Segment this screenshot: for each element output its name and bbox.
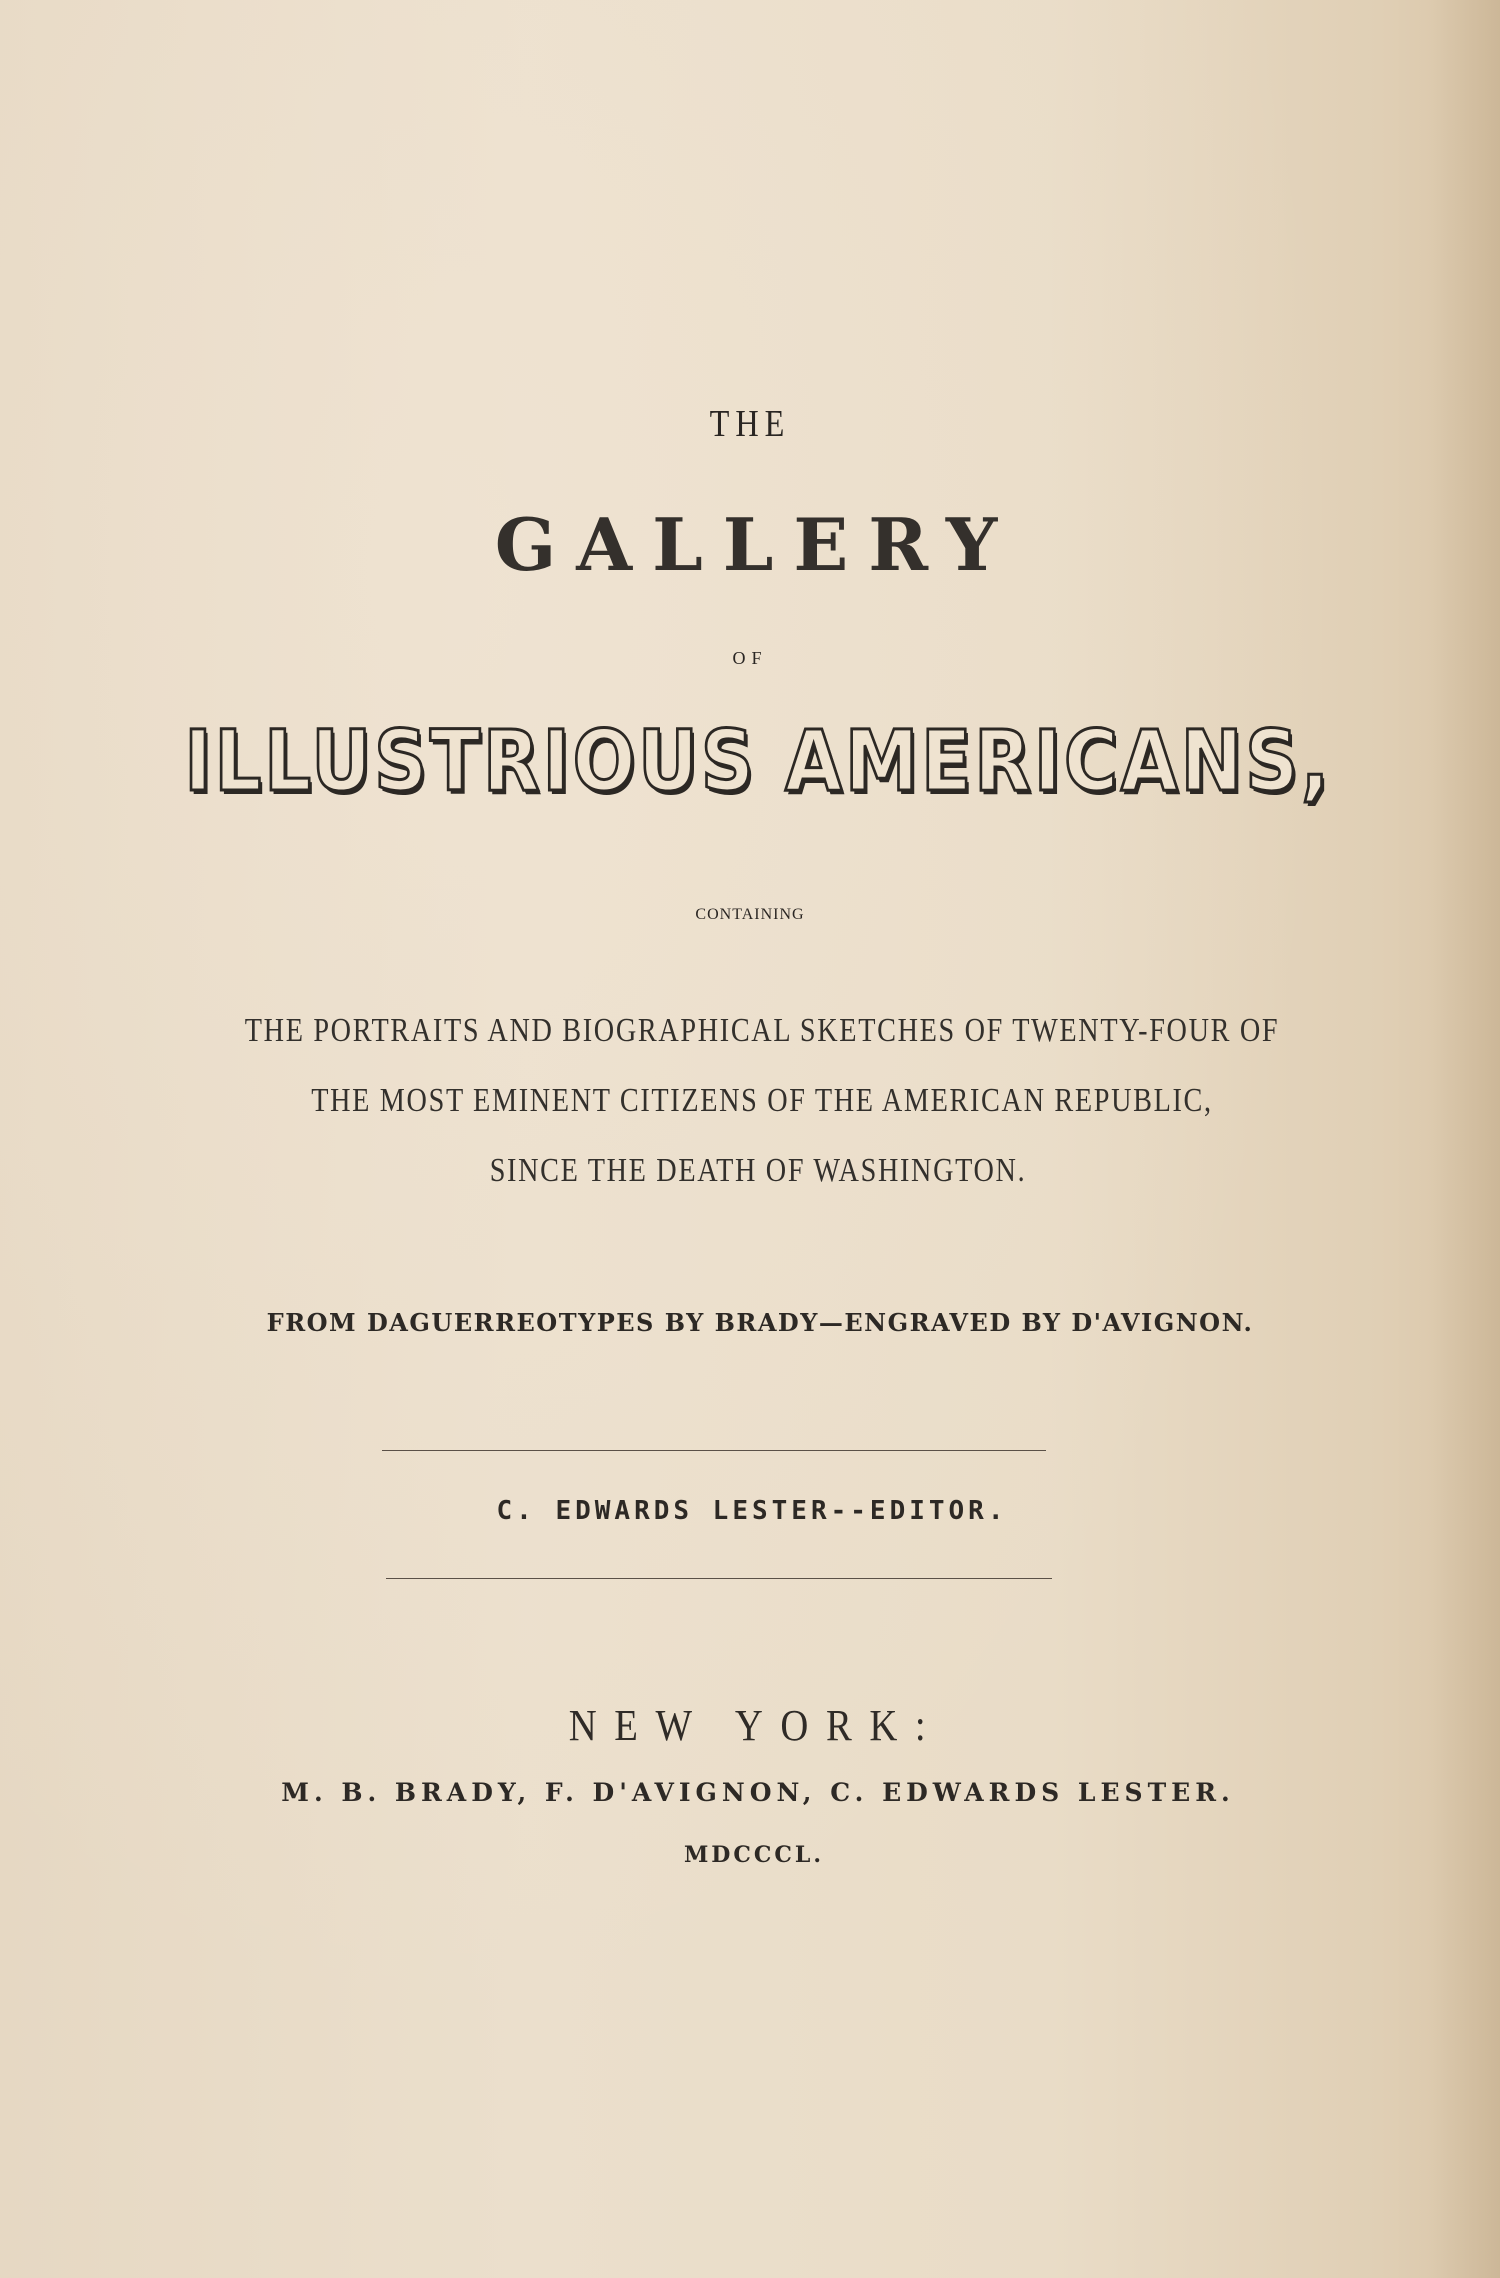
title-gallery: GALLERY: [494, 502, 1018, 587]
title-of: OF: [732, 648, 768, 668]
containing-label: CONTAINING: [695, 906, 805, 923]
editor-line: C. EDWARDS LESTER--EDITOR.: [496, 1496, 1008, 1526]
credit-line: FROM DAGUERREOTYPES BY BRADY—ENGRAVED BY D'AVIGNON.: [266, 1308, 1254, 1337]
description-line-3: SINCE THE DEATH OF WASHINGTON.: [489, 1152, 1027, 1189]
page-edge-shading: [1430, 0, 1500, 2278]
divider-rule-top: [382, 1450, 1046, 1451]
description-line-1: THE PORTRAITS AND BIOGRAPHICAL SKETCHES OF TWENTY-FOUR OF: [244, 1012, 1280, 1049]
divider-rule-bottom: [386, 1578, 1052, 1579]
title-the: THE: [709, 403, 791, 445]
description-line-2: THE MOST EMINENT CITIZENS OF THE AMERICAN REPUBLIC,: [311, 1082, 1213, 1119]
imprint-city: NEW YORK:: [568, 1701, 944, 1750]
publication-date: MDCCCL.: [683, 1842, 825, 1868]
title-illustrious-americans: ILLUSTRIOUS AMERICANS,: [184, 712, 1332, 810]
publishers-line: M. B. BRADY, F. D'AVIGNON, C. EDWARDS LESTER.: [281, 1778, 1235, 1807]
